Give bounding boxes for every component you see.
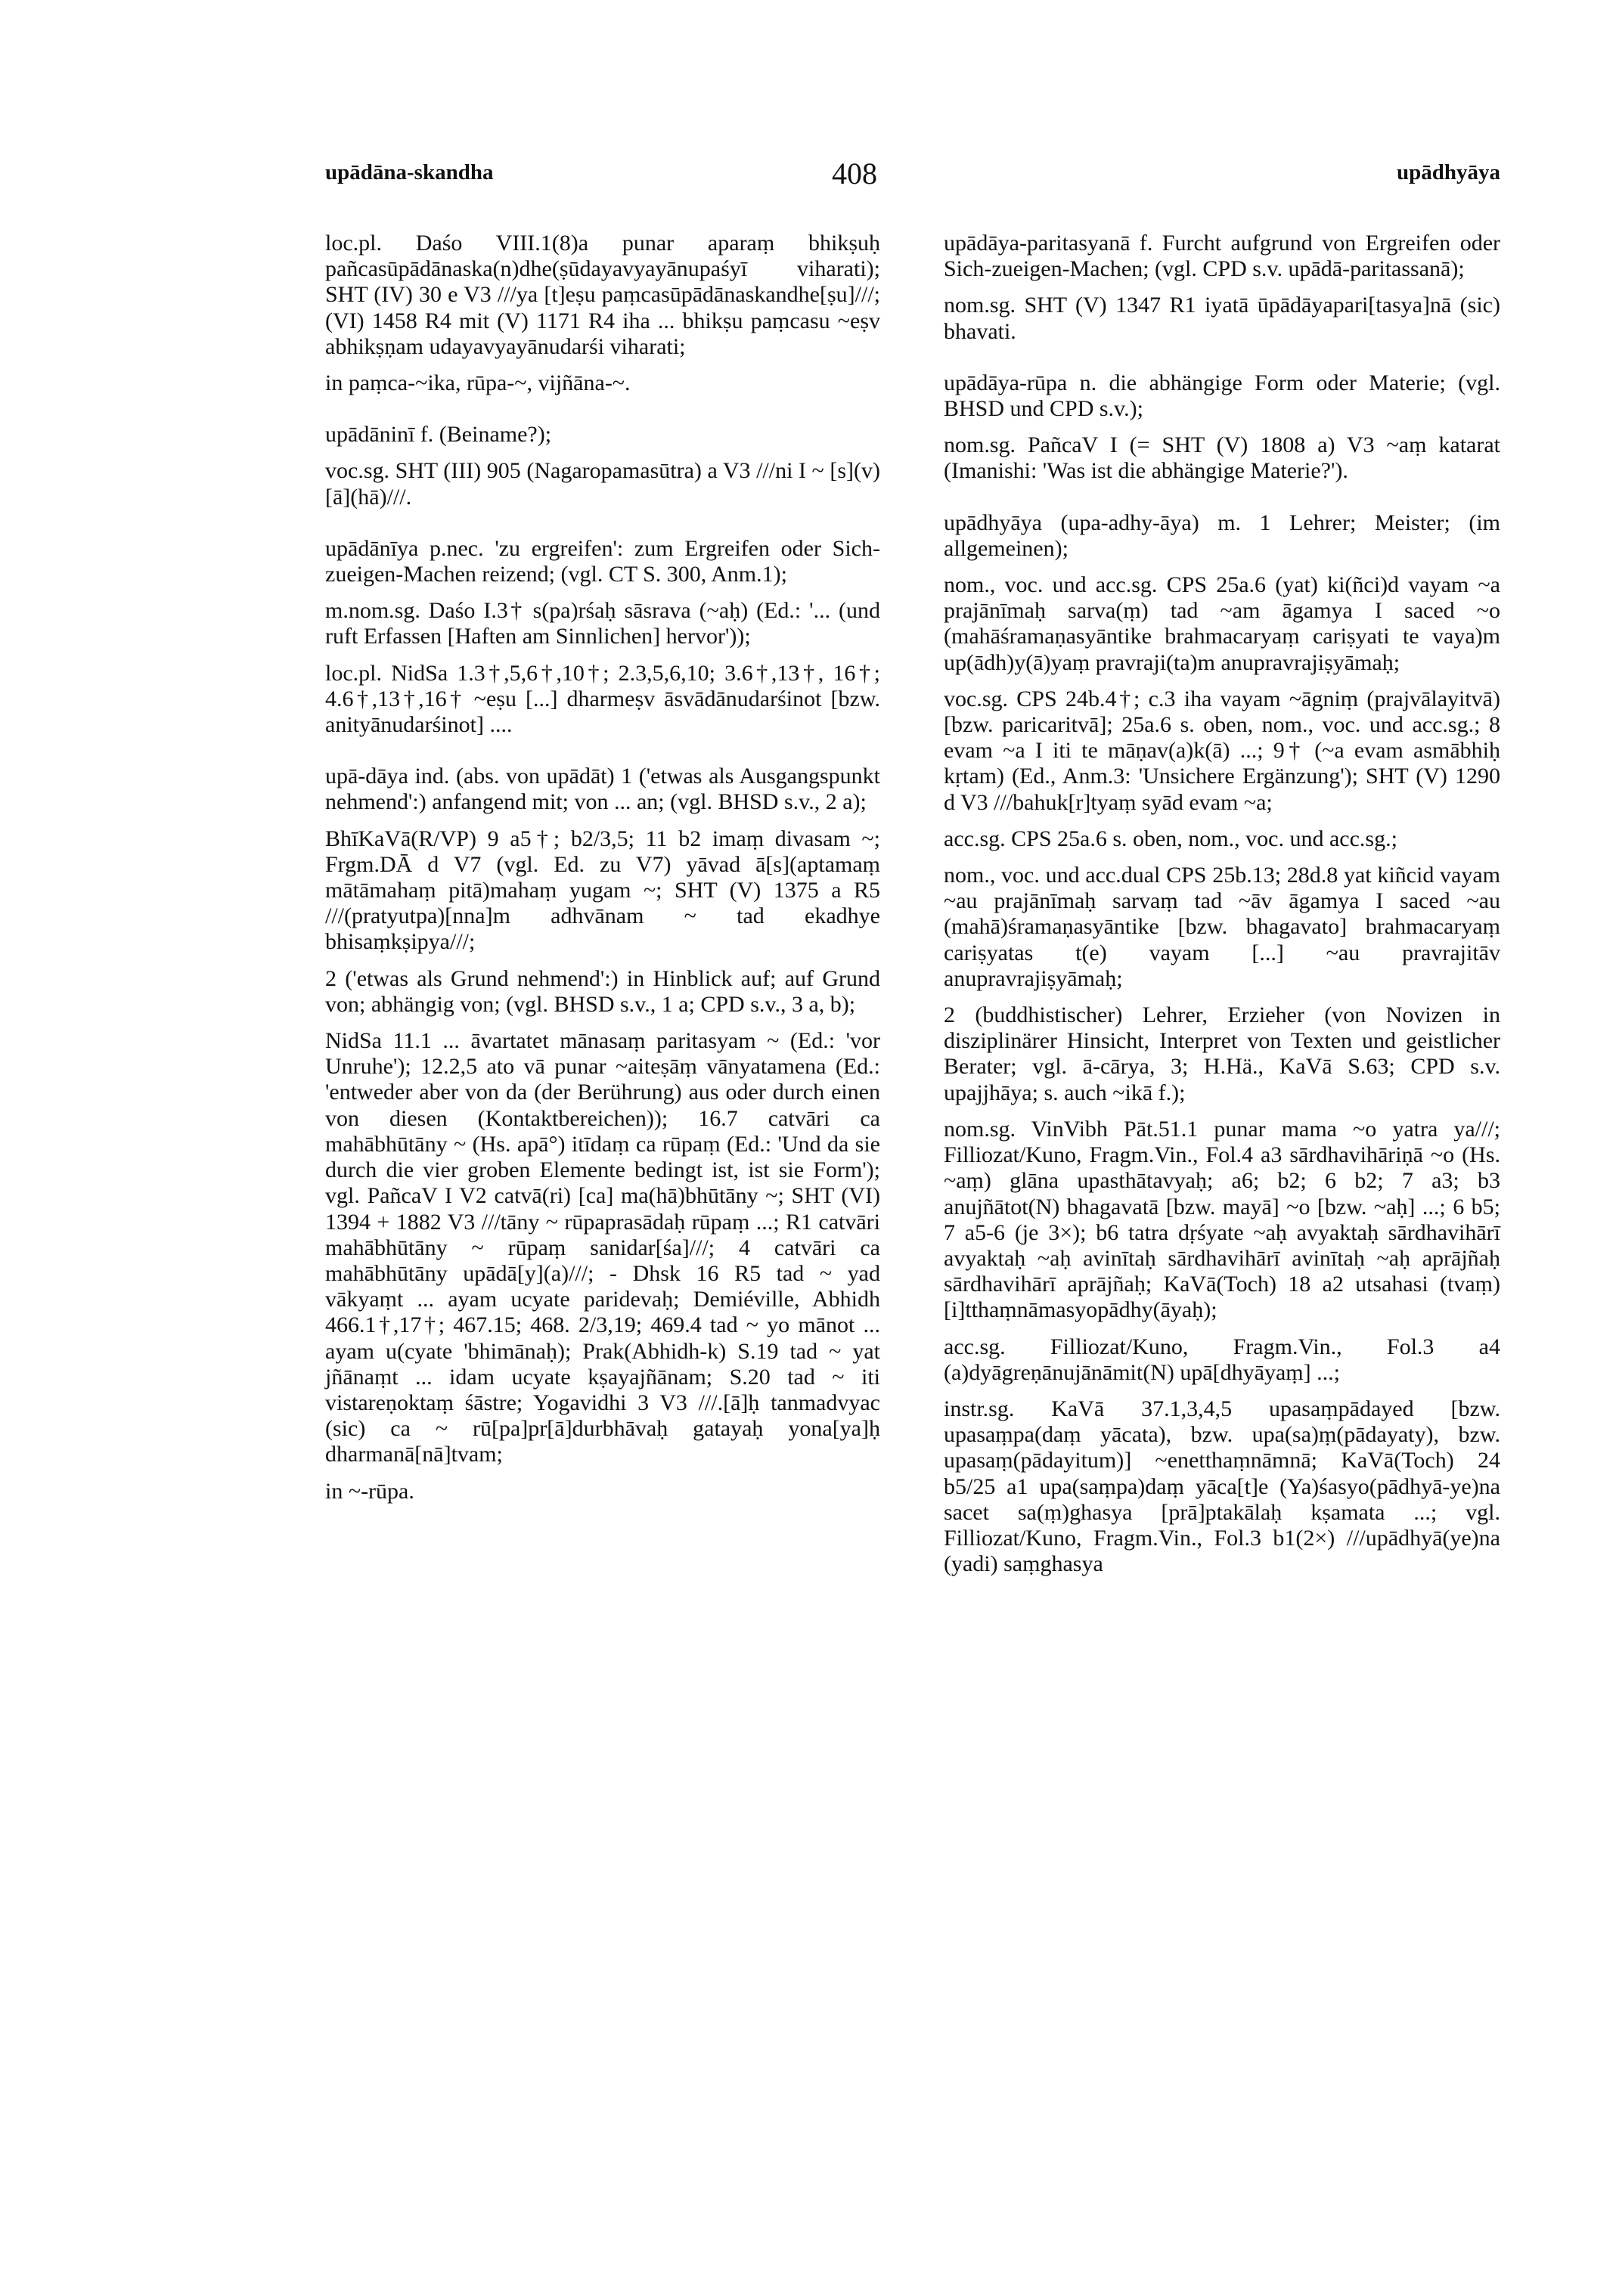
left-column: [325, 231, 880, 1504]
lemma-upadaya-rupa: upādāya-rūpa n. die abhängige Form oder Materie; (vgl. BHSD und CPD s.v.);: [944, 370, 1500, 422]
right-entry-sense-2: 2 (buddhistischer) Lehrer, Erzieher (von Novizen in disziplinärer Hinsicht, Interpret von Texten und geistlicher Berater; vgl. ā-cārya, 3; H.Hä., KaVā S.63; CPD s.v. upajjhāya; s. auch ~ikā f.);: [944, 1002, 1500, 1105]
page-number: 408: [832, 156, 877, 191]
lemma-upadaya-paritasyana: upādāya-paritasyanā f. Furcht aufgrund von Ergreifen oder Sich-zueigen-Machen; (vgl. CPD s.v. upādā-paritassanā);: [944, 231, 1500, 282]
lemma-upadhyaya: upādhyāya (upa-adhy-āya) m. 1 Lehrer; Meister; (im allgemeinen);: [944, 510, 1500, 561]
right-column: [944, 231, 1500, 1577]
right-entry-nomsg-sht: nom.sg. SHT (V) 1347 R1 iyatā ūpādāyapari[tasya]nā (sic) bhavati.: [944, 293, 1500, 344]
left-entry-mnomsg: m.nom.sg. Daśo I.3† s(pa)rśaḥ sāsrava (~aḥ) (Ed.: '... (und ruft Erfassen [Haften am Sinnlichen] hervor'));: [325, 598, 880, 649]
left-entry-locpl: loc.pl. Daśo VIII.1(8)a punar aparaṃ bhikṣuḥ pañcasūpādānaska(n)dhe(ṣūdayavyayānupaśyī viharati); SHT (IV) 30 e V3 ///ya [t]eṣu paṃcasūpādānaskandhe[ṣu]///; (VI) 1458 R4 mit (V) 1171 R4 iha ... bhikṣu paṃcasu ~eṣv abhikṣṇam udayavyayānudarśi viharati;: [325, 231, 880, 359]
left-entry-vocsg: voc.sg. SHT (III) 905 (Nagaropamasūtra) a V3 ///ni I ~ [s](v)[ā](hā)///.: [325, 458, 880, 510]
right-entry-accsg: acc.sg. CPS 25a.6 s. oben, nom., voc. und acc.sg.;: [944, 826, 1397, 851]
right-entry-nomsg-vinvibh: nom.sg. VinVibh Pāt.51.1 punar mama ~o yatra ya///; Filliozat/Kuno, Fragm.Vin., Fol.4 a3 sārdhavihāriṇā ~o (Hs. ~aṃ) glāna upasthātavyaḥ; a6; b2; 6 b2; 7 a3; b3 anujñātot(N) bhagavatā [bzw. mayā] ~o [bzw. ~aḥ] ...; 6 b5; 7 a5-6 (je 3×); b6 tatra dṛśyate ~aḥ avyaktaḥ sārdhavihārī avyaktaḥ ~aḥ avinītaḥ sārdhavihārī avinītaḥ ~aḥ aprājñaḥ sārdhavihārī aprājñaḥ; KaVā(Toch) 18 a2 utsahasi (tvaṃ) [i]tthaṃnāmasyopādhy(āyaḥ);: [944, 1116, 1500, 1323]
right-entry-nomsg-pancav: nom.sg. PañcaV I (= SHT (V) 1808 a) V3 ~aṃ katarat (Imanishi: 'Was ist die abhängige Materie?').: [944, 432, 1500, 484]
left-entry-xref-rupa: in ~-rūpa.: [325, 1478, 414, 1504]
header-left-guideword: upādāna-skandha: [325, 160, 494, 184]
left-entry-bhikava: BhīKaVā(R/VP) 9 a5†; b2/3,5; 11 b2 imaṃ divasam ~; Frgm.DĀ d V7 (vgl. Ed. zu V7) yāvad ā[s](aptamaṃ mātāmahaṃ pitā)mahaṃ yugam ~; SHT (V) 1375 a R5 ///(pratyutpa)[nna]m adhvānam ~ tad ekadhye bhisaṃkṣipya///;: [325, 826, 880, 955]
left-entry-sense-2: 2 ('etwas als Grund nehmend':) in Hinblick auf; auf Grund von; abhängig von; (vgl. BHSD s.v., 1 a; CPD s.v., 3 a, b);: [325, 965, 880, 1017]
lemma-upadanini: upādāninī f. (Beiname?);: [325, 422, 552, 448]
header-right-guideword: upādhyāya: [1396, 160, 1500, 184]
left-entry-nidsa: NidSa 11.1 ... āvartatet mānasaṃ paritasyam ~ (Ed.: 'vor Unruhe'); 12.2,5 ato vā punar ~aiteṣāṃ vānyatamena (Ed.: 'entweder aber von da (der Berührung) aus oder durch einen von diesen (Kontaktbereichen)); 16.7 catvāri ca mahābhūtāny ~ (Hs. apā°) itīdaṃ ca rūpaṃ (Ed.: 'Und da sie durch die vier groben Elemente bedingt ist, ist sie Form'); vgl. PañcaV I V2 catvā(ri) [ca] ma(hā)bhūtāny ~; SHT (VI) 1394 + 1882 V3 ///tāny ~ rūpaprasādaḥ rūpaṃ ...; R1 catvāri mahābhūtāny ~ rūpaṃ sanidar[śa]///; 4 catvāri ca mahābhūtāny upādā[y](a)///; - Dhsk 16 R5 tad ~ yad vākyaṃt ... ayam ucyate paridevaḥ; Demiéville, Abhidh 466.1†,17†; 467.15; 468. 2/3,19; 469.4 tad ~ yo mānot ... ayam u(cyate 'bhimānaḥ); Prak(Abhidh-k) S.19 tad ~ yat jñānaṃt ... idam ucyate kṣayajñānam; S.20 tad ~ iti vistareṇoktaṃ śāstre; Yogavidhi 3 V3 ///.[ā]ḥ tanmadvyac (sic) ca ~ rū[pa]pr[ā]durbhāvaḥ gatayaḥ yona[ya]ḥ dharmanā[nā]tvam;: [325, 1028, 880, 1467]
right-entry-nom-voc-acc: nom., voc. und acc.sg. CPS 25a.6 (yat) ki(ñci)d vayam ~a prajānīmaḥ sarva(ṃ) tad ~am āgamya I saced ~o (mahāśramaṇasyāntike brahmacaryaṃ cariṣyati te vaya)m up(ādh)y(ā)yaṃ pravraji(ta)m anupravrajiṣyāmaḥ;: [944, 572, 1500, 675]
lemma-upa-daya: upā-dāya ind. (abs. von upādāt) 1 ('etwas als Ausgangspunkt nehmend':) anfangend mit; von ... an; (vgl. BHSD s.v., 2 a);: [325, 764, 880, 815]
right-entry-instrsg: instr.sg. KaVā 37.1,3,4,5 upasaṃpādayed [bzw. upasaṃpa(daṃ yācata), bzw. upa(sa)ṃ(pādayaty), bzw. upasaṃ(pādayitum)] ~enetthaṃnāmnā; KaVā(Toch) 24 b5/25 a1 upa(saṃpa)daṃ yāca[t]e (Ya)śasyo(pādhyā-ye)na sacet sa(ṃ)ghasya [prā]ptakālaḥ kṣamata ...; vgl. Filliozat/Kuno, Fragm.Vin., Fol.3 b1(2×) ///upādhyā(ye)na (yadi) saṃghasya: [944, 1396, 1500, 1577]
left-entry-locpl-nidsa: loc.pl. NidSa 1.3†,5,6†,10†; 2.3,5,6,10; 3.6†,13†, 16†; 4.6†,13†,16† ~eṣu [...] dharmeṣv āsvādānudarśinot [bzw. anityānudarśinot] ....: [325, 660, 880, 738]
left-entry-xref-panca: in paṃca-~ika, rūpa-~, vijñāna-~.: [325, 370, 631, 396]
running-header: [0, 156, 1616, 206]
right-entry-vocsg: voc.sg. CPS 24b.4†; c.3 iha vayam ~āgniṃ (prajvālayitvā) [bzw. paricaritvā]; 25a.6 s. oben, nom., voc. und acc.sg.; 8 evam ~a I iti te māṇav(a)k(ā) ...; 9† (~a evam asmābhiḥ kṛtam) (Ed., Anm.3: 'Unsichere Ergänzung'); SHT (V) 1290 d V3 ///bahuk[r]tyaṃ syād evam ~a;: [944, 686, 1500, 815]
right-entry-accsg-filliozat: acc.sg. Filliozat/Kuno, Fragm.Vin., Fol.3 a4 (a)dyāgreṇānujānāmit(N) upā[dhyāyaṃ] ...;: [944, 1334, 1500, 1385]
lemma-upadaniya: upādānīya p.nec. 'zu ergreifen': zum Ergreifen oder Sich-zueigen-Machen reizend; (vgl. CT S. 300, Anm.1);: [325, 535, 880, 587]
right-entry-dual: nom., voc. und acc.dual CPS 25b.13; 28d.8 yat kiñcid vayam ~au prajānīmaḥ sarvaṃ tad ~āv āgamya I saced ~au (mahā)śramaṇasyāntike [bzw. bhagavato] brahmacaryaṃ cariṣyatas t(e) vayam [...] ~au pravrajitāv anupravrajiṣyāmaḥ;: [944, 863, 1500, 991]
